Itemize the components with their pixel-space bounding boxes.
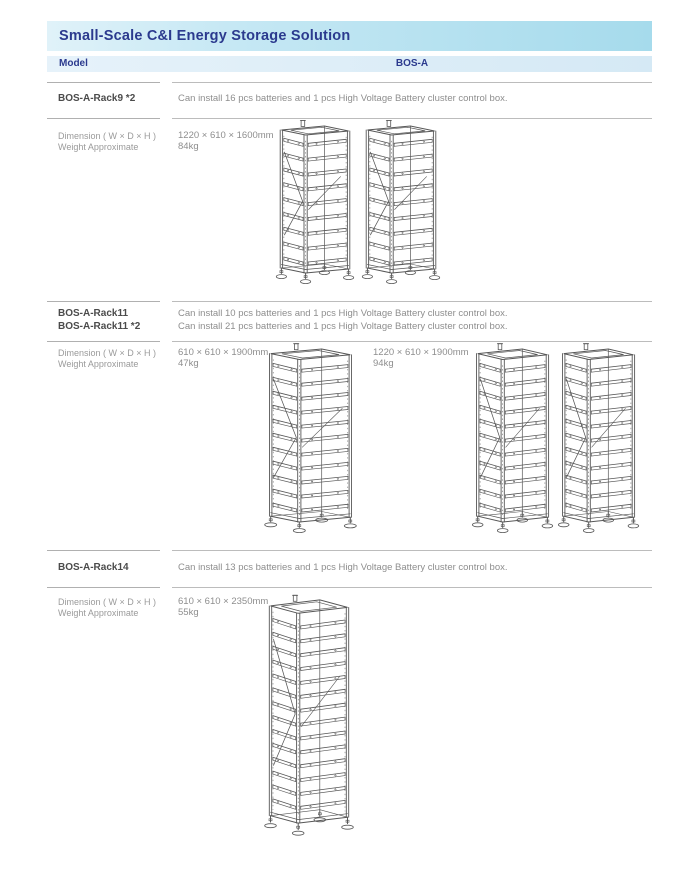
rack9-illustration-b [360, 120, 442, 287]
divider [47, 587, 160, 588]
model-name-line: BOS-A-Rack9 *2 [58, 93, 136, 104]
model-name-line: BOS-A-Rack11 [58, 308, 129, 319]
weight-label: Weight Approximate [58, 141, 139, 152]
weight-value: 84kg [178, 140, 199, 152]
dimension-value: 1220 × 610 × 1900mm [373, 347, 469, 358]
model-description-rack14 [178, 562, 508, 575]
spec-labels-rack14 [58, 597, 156, 619]
column-header-model: Model [59, 58, 88, 69]
divider [172, 587, 652, 588]
description-line: Can install 10 pcs batteries and 1 pcs High Voltage Battery cluster control box. [178, 308, 508, 319]
spec-labels-rack9 [58, 131, 156, 153]
spec-values-rack14 [178, 597, 268, 619]
dimension-label: Dimension ( W × D × H ) [58, 348, 157, 358]
divider [47, 118, 160, 119]
spec-values-rack9 [178, 131, 274, 153]
divider [47, 341, 160, 342]
divider [172, 550, 652, 551]
rack9-illustration-a [274, 120, 356, 287]
rack11-illustration-pair-b [556, 342, 641, 536]
divider [172, 301, 652, 302]
weight-value: 47kg [178, 357, 199, 369]
model-name-line: BOS-A-Rack11 *2 [58, 320, 141, 332]
divider [47, 550, 160, 551]
dimension-value: 1220 × 610 × 1600mm [178, 130, 274, 141]
rack11-illustration-pair-a [470, 342, 555, 536]
page-title: Small-Scale C&I Energy Storage Solution [59, 28, 351, 44]
description-line: Can install 13 pcs batteries and 1 pcs High Voltage Battery cluster control box. [178, 562, 508, 573]
divider [47, 301, 160, 302]
model-name-rack9 [58, 93, 135, 106]
weight-value: 55kg [178, 606, 199, 618]
spec-values-rack11-single [178, 348, 268, 370]
dimension-value: 610 × 610 × 1900mm [178, 347, 269, 358]
divider [172, 118, 652, 119]
description-line: Can install 21 pcs batteries and 1 pcs High Voltage Battery cluster control box. [178, 320, 508, 332]
dimension-label: Dimension ( W × D × H ) [58, 131, 157, 141]
rack11-illustration-single [262, 342, 359, 536]
table-header-row [47, 56, 652, 72]
description-line: Can install 16 pcs batteries and 1 pcs High Voltage Battery cluster control box. [178, 93, 508, 104]
weight-label: Weight Approximate [58, 607, 139, 618]
model-description-rack11 [178, 308, 508, 333]
rack14-illustration [262, 591, 356, 839]
model-name-rack14 [58, 562, 129, 575]
model-name-rack11 [58, 308, 140, 333]
weight-label: Weight Approximate [58, 358, 139, 369]
model-name-line: BOS-A-Rack14 [58, 562, 129, 573]
dimension-label: Dimension ( W × D × H ) [58, 597, 157, 607]
title-bar [47, 21, 652, 51]
divider [172, 82, 652, 83]
model-description-rack9 [178, 93, 508, 106]
spec-values-rack11-double [373, 348, 469, 370]
weight-value: 94kg [373, 357, 394, 369]
divider [47, 82, 160, 83]
dimension-value: 610 × 610 × 2350mm [178, 596, 269, 607]
column-header-product: BOS-A [395, 58, 429, 69]
spec-labels-rack11 [58, 348, 156, 370]
